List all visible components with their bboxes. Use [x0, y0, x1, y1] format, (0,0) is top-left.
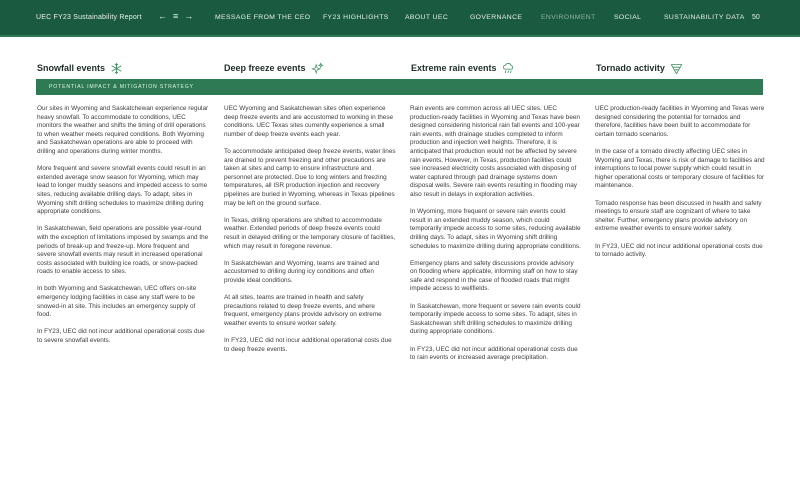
- previous-page-icon[interactable]: ←: [158, 11, 167, 21]
- page-number: 50: [752, 14, 760, 21]
- paragraph: In Saskatchewan, field operations are possible year-round with the exception of limitations imposed by swamps and the periods of break-up and freeze-up. More frequent and severe snowfall events may result in increased operational costs associated with building ice roads, or snow-packed roads to enable access to sites.: [37, 225, 209, 276]
- nav-item-environment[interactable]: ENVIRONMENT: [541, 14, 596, 21]
- column-title: Tornado activity: [596, 63, 665, 73]
- nav-item-social[interactable]: SOCIAL: [614, 14, 642, 21]
- nav-item-about-uec[interactable]: ABOUT UEC: [405, 14, 449, 21]
- tornado-icon: [670, 62, 683, 75]
- report-title[interactable]: UEC FY23 Sustainability Report: [36, 14, 142, 21]
- paragraph: In both Wyoming and Saskatchewan, UEC offers on-site emergency lodging facilities in case any staff were to be snowed-in at site. This includes an emergency supply of food.: [37, 285, 197, 319]
- nav-item-fy23-highlights[interactable]: FY23 HIGHLIGHTS: [323, 14, 389, 21]
- strategy-label-bar: POTENTIAL IMPACT & MITIGATION STRATEGY: [36, 79, 763, 95]
- paragraph: More frequent and severe snowfall events could result in an extended average snow season for Wyoming, which may lead to longer muddy seasons and impeded access to some sites, reducing available drilling days. To adapt, sites in Wyoming shift drilling schedules to maximize drilling during appropriate conditions.: [37, 165, 208, 216]
- paragraph: In FY23, UEC did not incur additional operational costs due to severe snowfall events.: [37, 328, 205, 345]
- paragraph: Our sites in Wyoming and Saskatchewan experience regular heavy snowfall. To accommodate to conditions, UEC monitors the weather and shifts the timing of drill operations to when weather meets required conditions. Both Wyoming and Saskatchewan operations are able to proceed with drilling and operations during winter months.: [37, 105, 209, 155]
- nav-item-sustainability-data[interactable]: SUSTAINABILITY DATA: [664, 14, 745, 21]
- paragraph: UEC Wyoming and Saskatchewan sites often experience deep freeze events and are accustomed to working in these conditions. UEC Texas sites currently experience a small number of deep freeze events each year.: [224, 105, 394, 138]
- menu-icon[interactable]: ≡: [173, 11, 179, 21]
- sparkle-freeze-icon: [311, 62, 324, 75]
- column-title: Deep freeze events: [224, 63, 306, 73]
- nav-item-message-from-ceo[interactable]: MESSAGE FROM THE CEO: [215, 14, 311, 21]
- column-heading-deep-freeze: [224, 60, 324, 76]
- paragraph: In the case of a tornado directly affecting UEC sites in Wyoming and Texas, there is risk of damage to facilities and interruptions to local power supply which could result in higher operational costs or temporary closure of facilities for maintenance.: [595, 147, 765, 190]
- column-title: Snowfall events: [37, 63, 106, 73]
- paragraph: In FY23, UEC did not incur additional operational costs due to tornado activity.: [595, 242, 763, 259]
- paragraph: Emergency plans and safety discussions provide advisory on flooding where applicable, informing staff on how to stay safe and respond in the case of flooded roads that might impede access to wellfields.: [410, 259, 578, 293]
- top-navigation-bar: [0, 0, 800, 37]
- column-snowfall-text: [37, 105, 209, 354]
- rain-cloud-icon: [502, 62, 515, 75]
- paragraph: To accommodate anticipated deep freeze events, water lines are drained to prevent freezing and other precautions are taken at sites and camp to ensure infrastructure and personnel are protected. Due to long winters and freezing temperatures, all ISR production injection and recovery pipelines are buried in Wyoming, whereas in Texas pipelines may be left on the ground surface.: [224, 147, 396, 207]
- column-heading-snowfall: [37, 60, 123, 76]
- paragraph: In FY23, UEC did not incur additional operational costs due to deep freeze events.: [224, 337, 392, 353]
- nav-item-governance[interactable]: GOVERNANCE: [470, 14, 523, 21]
- paragraph: In Saskatchewan, more frequent or severe rain events could temporarily impede access to some sites. To adapt, sites in Saskatchewan shift drilling schedules to maximize drilling during appropriate conditions.: [410, 302, 581, 336]
- paragraph: Tornado response has been discussed in health and safety meetings to ensure staff are cognizant of where to take shelter. Further, emergency plans provide advisory on extreme weather events to ensure worker safety.: [595, 199, 762, 233]
- paragraph: At all sites, teams are trained in health and safety precautions related to deep freeze events, and where frequent, emergency plans provide advisory on extreme weather events to ensure worker safety.: [224, 294, 382, 327]
- column-extreme-rain-text: [410, 105, 582, 371]
- paragraph: In Saskatchewan and Wyoming, teams are trained and accustomed to drilling during icy conditions and often provide ideal conditions.: [224, 259, 380, 284]
- column-heading-tornado: [596, 60, 683, 76]
- paragraph: Rain events are common across all UEC sites. UEC production-ready facilities in Wyoming and Texas have been designed considering historical rain fall events and 100-year rain events, with drainage studies completed to inform production and injection well heights. Therefore, it is anticipated that production would not be affected by severe rain events. However, in Texas, production facilities could see increased electricity costs associated with disposing of water captured through pad drainage systems down disposal wells. Severe rain events resulting in flooding may also result in delays in exploration activities.: [410, 105, 580, 198]
- paragraph: In FY23, UEC did not incur additional operational costs due to rain events or increased average precipitation.: [410, 345, 578, 362]
- next-page-icon[interactable]: →: [184, 11, 194, 21]
- column-deep-freeze-text: [224, 105, 396, 363]
- snowflake-icon: [110, 62, 123, 75]
- paragraph: In Texas, drilling operations are shifted to accommodate weather. Extended periods of deep freeze events could result in delayed drilling or the temporary closure of facilities, which may result in foregone revenue.: [224, 216, 396, 250]
- section-nav: [0, 14, 800, 26]
- paragraph: In Wyoming, more frequent or severe rain events could result in an extended muddy season, which could temporarily impede access to some sites, reducing available drilling days. To adapt, sites in Wyoming shift drilling schedules to maximize drilling during appropriate conditions.: [410, 208, 581, 250]
- column-title: Extreme rain events: [411, 63, 497, 73]
- column-tornado-text: [595, 105, 767, 268]
- column-heading-extreme-rain: [411, 60, 515, 76]
- paragraph: UEC production-ready facilities in Wyoming and Texas were designed considering the potential for tornados and therefore, facilities have been built to accommodate for certain tornado scenarios.: [595, 105, 765, 138]
